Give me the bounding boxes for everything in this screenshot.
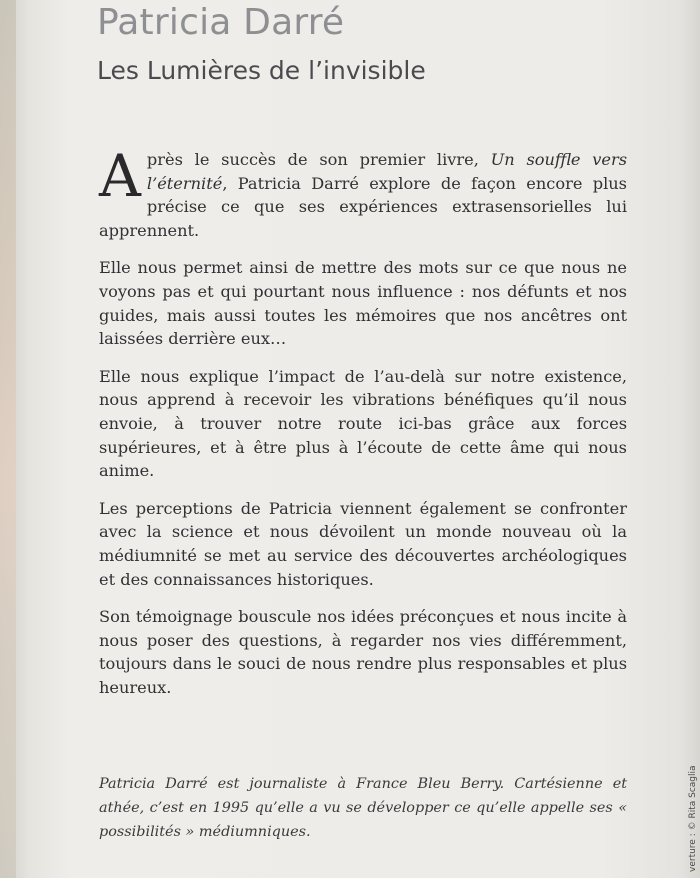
- blurb-paragraph-2: Elle nous permet ainsi de mettre des mots sur ce que nous ne voyons pas et qui pourtant nous influence : nos défunts et nos guides, mais aussi toutes les mémoires que nos ancêtres ont laissées derrière eux…: [99, 258, 627, 349]
- blurb-paragraph-3: Elle nous explique l’impact de l’au-delà sur notre existence, nous apprend à recevoir les vibrations bénéfiques qu’il nous envoie, à trouver notre route ici-bas grâce aux forces supérieures, et à être plus à l’écoute de cette âme qui nous anime.: [99, 366, 627, 481]
- book-title: Les Lumières de l’invisible: [97, 56, 426, 85]
- drop-cap: A: [99, 142, 141, 210]
- blurb-paragraph-1: [99, 142, 627, 242]
- blurb: [99, 142, 627, 713]
- author-name: Patricia Darré: [97, 2, 345, 43]
- paragraph-1-rest: , Patricia Darré explore de façon encore plus précise ce que ses expériences extrasensorielles lui apprennent.: [99, 173, 627, 240]
- previous-book-title: Un souffle vers l’éternité: [146, 150, 627, 193]
- paragraph-1-lead: près le succès de son premier livre,: [146, 150, 491, 169]
- blurb-paragraph-4: Les perceptions de Patricia viennent également se confronter avec la science et nous dévoilent un monde nouveau où la médiumnité se met au service des découvertes archéologiques et des connaissances historiques.: [99, 498, 627, 589]
- author-bio: Patricia Darré est journaliste à France Bleu Berry. Cartésienne et athée, c’est en 1995 qu’elle a vu se développer ce qu’elle appelle ses « possibilités » médiumniques.: [99, 776, 627, 840]
- blurb-paragraph-5: Son témoignage bouscule nos idées préconçues et nous incite à nous poser des questions, à regarder nos vies différemment, toujours dans le souci de nous rendre plus responsables et plus heureux.: [99, 607, 627, 697]
- cover-edge-decoration: [0, 0, 16, 878]
- cover-photo-credit: verture : © Rita Scaglia: [688, 765, 698, 872]
